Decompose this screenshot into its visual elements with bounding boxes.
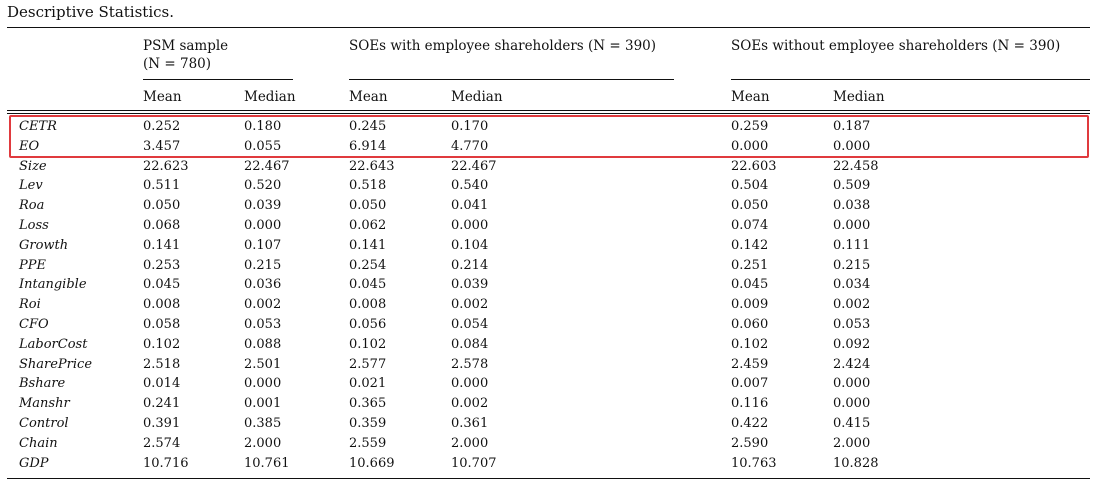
table-cell: 0.001 — [244, 396, 282, 411]
table-cell: 0.000 — [833, 218, 871, 233]
table-cell: 0.141 — [143, 238, 181, 253]
table-cell: 4.770 — [451, 139, 489, 154]
table-cell: 0.000 — [451, 218, 489, 233]
table-cell: 0.002 — [451, 396, 489, 411]
table-cell: 3.457 — [143, 139, 181, 154]
table-cell: 0.002 — [833, 297, 871, 312]
table-cell: 0.054 — [451, 317, 489, 332]
group-underline-psm — [143, 79, 293, 80]
table-cell: 0.361 — [451, 416, 489, 431]
row-variable: Chain — [19, 436, 58, 451]
group-underline-with-eo — [349, 79, 674, 80]
bottom-rule — [7, 478, 1090, 479]
table-cell: 0.008 — [349, 297, 387, 312]
group-header-psm-n: (N = 780) — [143, 56, 212, 72]
table-cell: 0.254 — [349, 258, 387, 273]
table-cell: 0.215 — [244, 258, 282, 273]
highlight-box — [9, 115, 1089, 158]
table-cell: 0.520 — [244, 178, 282, 193]
table-cell: 0.000 — [833, 396, 871, 411]
table-cell: 0.045 — [349, 277, 387, 292]
table-cell: 0.259 — [731, 119, 769, 134]
table-cell: 0.518 — [349, 178, 387, 193]
table-cell: 0.102 — [731, 337, 769, 352]
table-cell: 22.623 — [143, 159, 189, 174]
table-cell: 6.914 — [349, 139, 387, 154]
table-cell: 0.116 — [731, 396, 769, 411]
table-cell: 0.215 — [833, 258, 871, 273]
table-cell: 2.424 — [833, 357, 871, 372]
table-cell: 0.245 — [349, 119, 387, 134]
table-cell: 0.422 — [731, 416, 769, 431]
table-cell: 0.058 — [143, 317, 181, 332]
table-cell: 0.009 — [731, 297, 769, 312]
table-cell: 0.088 — [244, 337, 282, 352]
table-cell: 0.041 — [451, 198, 489, 213]
table-cell: 0.504 — [731, 178, 769, 193]
row-variable: Intangible — [19, 277, 87, 292]
table-cell: 10.763 — [731, 456, 777, 471]
table-cell: 0.251 — [731, 258, 769, 273]
row-variable: Manshr — [19, 396, 70, 411]
table-cell: 2.590 — [731, 436, 769, 451]
table-cell: 0.050 — [731, 198, 769, 213]
row-variable: Lev — [19, 178, 43, 193]
table-cell: 0.000 — [833, 376, 871, 391]
table-cell: 0.000 — [244, 376, 282, 391]
row-variable: CETR — [19, 119, 57, 134]
row-variable: Growth — [19, 238, 69, 253]
table-cell: 0.102 — [143, 337, 181, 352]
table-cell: 0.142 — [731, 238, 769, 253]
row-variable: Size — [19, 159, 47, 174]
row-variable: EO — [19, 139, 40, 154]
table-cell: 0.365 — [349, 396, 387, 411]
table-cell: 0.050 — [349, 198, 387, 213]
row-variable: PPE — [19, 258, 46, 273]
table-cell: 0.104 — [451, 238, 489, 253]
group-underline-without-eo — [731, 79, 1090, 80]
table-cell: 0.062 — [349, 218, 387, 233]
table-cell: 0.102 — [349, 337, 387, 352]
top-rule — [7, 27, 1090, 28]
table-cell: 0.050 — [143, 198, 181, 213]
table-cell: 0.540 — [451, 178, 489, 193]
group-header-psm: PSM sample — [143, 38, 229, 54]
table-cell: 22.467 — [244, 159, 290, 174]
row-variable: Loss — [19, 218, 49, 233]
table-cell: 0.036 — [244, 277, 282, 292]
table-cell: 0.060 — [731, 317, 769, 332]
table-cell: 10.716 — [143, 456, 189, 471]
table-cell: 0.111 — [833, 238, 871, 253]
table-cell: 0.000 — [833, 139, 871, 154]
table-cell: 0.014 — [143, 376, 181, 391]
row-variable: Roi — [19, 297, 41, 312]
table-cell: 10.761 — [244, 456, 290, 471]
table-cell: 0.415 — [833, 416, 871, 431]
table-cell: 0.039 — [451, 277, 489, 292]
table-cell: 0.385 — [244, 416, 282, 431]
table-cell: 2.000 — [451, 436, 489, 451]
header-rule-1 — [7, 110, 1090, 111]
table-cell: 0.002 — [244, 297, 282, 312]
table-cell: 10.707 — [451, 456, 497, 471]
table-cell: 0.170 — [451, 119, 489, 134]
table-cell: 0.021 — [349, 376, 387, 391]
table-cell: 22.467 — [451, 159, 497, 174]
table-cell: 2.577 — [349, 357, 387, 372]
table-cell: 10.828 — [833, 456, 879, 471]
table-cell: 0.038 — [833, 198, 871, 213]
table-cell: 2.501 — [244, 357, 282, 372]
table-cell: 0.252 — [143, 119, 181, 134]
table-cell: 0.068 — [143, 218, 181, 233]
row-variable: Roa — [19, 198, 45, 213]
table-cell: 0.039 — [244, 198, 282, 213]
table-cell: 0.141 — [349, 238, 387, 253]
col-header-without-median: Median — [833, 89, 885, 105]
table-cell: 0.053 — [244, 317, 282, 332]
table-cell: 0.007 — [731, 376, 769, 391]
table-cell: 0.107 — [244, 238, 282, 253]
table-cell: 2.000 — [244, 436, 282, 451]
table-cell: 0.045 — [731, 277, 769, 292]
table-cell: 0.214 — [451, 258, 489, 273]
table-cell: 0.391 — [143, 416, 181, 431]
table-cell: 0.084 — [451, 337, 489, 352]
table-cell: 22.603 — [731, 159, 777, 174]
table-cell: 0.074 — [731, 218, 769, 233]
row-variable: CFO — [19, 317, 49, 332]
table-cell: 0.092 — [833, 337, 871, 352]
col-header-psm-median: Median — [244, 89, 296, 105]
table-cell: 0.253 — [143, 258, 181, 273]
col-header-psm-mean: Mean — [143, 89, 182, 105]
table-cell: 0.511 — [143, 178, 181, 193]
row-variable: SharePrice — [19, 357, 93, 372]
group-header-without-eo: SOEs without employee shareholders (N = 390) — [731, 38, 1061, 54]
row-variable: GDP — [19, 456, 49, 471]
table-cell: 0.000 — [244, 218, 282, 233]
table-cell: 0.241 — [143, 396, 181, 411]
table-cell: 0.509 — [833, 178, 871, 193]
table-cell: 2.578 — [451, 357, 489, 372]
row-variable: LaborCost — [19, 337, 88, 352]
table-cell: 0.000 — [451, 376, 489, 391]
table-cell: 0.045 — [143, 277, 181, 292]
table-cell: 0.359 — [349, 416, 387, 431]
col-header-with-median: Median — [451, 89, 503, 105]
table-cell: 2.559 — [349, 436, 387, 451]
table-cell: 2.000 — [833, 436, 871, 451]
table-cell: 0.056 — [349, 317, 387, 332]
table-cell: 2.518 — [143, 357, 181, 372]
row-variable: Control — [19, 416, 69, 431]
table-cell: 0.055 — [244, 139, 282, 154]
table-cell: 0.002 — [451, 297, 489, 312]
table-cell: 22.458 — [833, 159, 879, 174]
table-cell: 0.008 — [143, 297, 181, 312]
col-header-without-mean: Mean — [731, 89, 770, 105]
table-caption: Descriptive Statistics. — [7, 3, 174, 21]
table-cell: 10.669 — [349, 456, 395, 471]
table-cell: 0.000 — [731, 139, 769, 154]
row-variable: Bshare — [19, 376, 66, 391]
table-cell: 2.574 — [143, 436, 181, 451]
col-header-with-mean: Mean — [349, 89, 388, 105]
table-cell: 0.034 — [833, 277, 871, 292]
table-cell: 22.643 — [349, 159, 395, 174]
table-cell: 0.187 — [833, 119, 871, 134]
table-cell: 0.053 — [833, 317, 871, 332]
table-cell: 0.180 — [244, 119, 282, 134]
group-header-with-eo: SOEs with employee shareholders (N = 390) — [349, 38, 657, 54]
table-cell: 2.459 — [731, 357, 769, 372]
